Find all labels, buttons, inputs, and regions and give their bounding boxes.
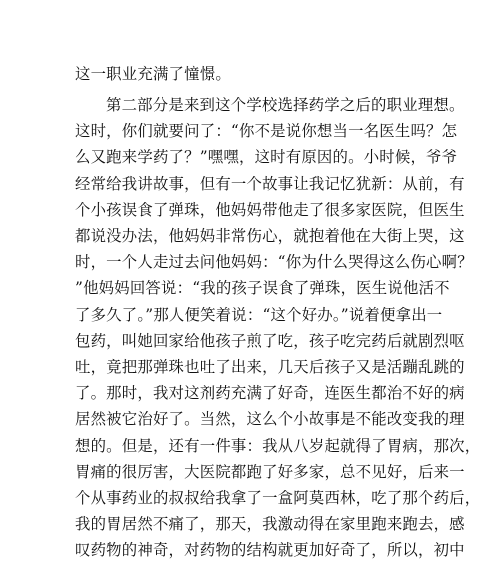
text-line: 我的胃居然不痛了，那天，我激动得在家里跑来跑去，感 — [75, 515, 465, 533]
text-line: 这一职业充满了憧憬。 — [75, 65, 231, 83]
text-line: 吐，竟把那弹珠也吐了出来，几天后孩子又是活蹦乱跳的 — [75, 358, 465, 376]
text-line: 个小孩误食了弹珠，他妈妈带他走了很多家医院，但医生 — [75, 201, 465, 219]
text-line: 经常给我讲故事，但有一个故事让我记忆犹新：从前，有 — [75, 175, 465, 193]
text-line: 胃痛的很厉害，大医院都跑了好多家，总不见好，后来一 — [75, 463, 465, 481]
text-line: 第二部分是来到这个学校选择药学之后的职业理想。 — [106, 96, 465, 114]
text-line: 都说没办法，他妈妈非常伤心，就抱着他在大街上哭，这 — [75, 227, 465, 245]
text-line: 居然被它治好了。当然，这么个小故事是不能改变我的理 — [75, 410, 465, 428]
text-line: 叹药物的神奇，对药物的结构就更加好奇了，所以，初中 — [75, 541, 465, 559]
text-line: 包药，叫她回家给他孩子煎了吃，孩子吃完药后就剧烈呕 — [75, 332, 465, 350]
text-line: 这时，你们就要问了：“你不是说你想当一名医生吗？怎 — [75, 122, 458, 140]
text-line: 么又跑来学药了？”嘿嘿，这时有原因的。小时候，爷爷 — [75, 148, 458, 166]
text-line: 想的。但是，还有一件事：我从八岁起就得了胃病，那次， — [75, 437, 481, 455]
text-line: 了多久了。”那人便笑着说：“这个好办。”说着便拿出一 — [75, 306, 443, 324]
text-line: 个从事药业的叔叔给我拿了一盒阿莫西林，吃了那个药后， — [75, 489, 481, 507]
text-line: 了。那时，我对这剂药充满了好奇，连医生都治不好的病 — [75, 384, 465, 402]
text-line: 时，一个人走过去问他妈妈：“你为什么哭得这么伤心啊？ — [75, 253, 473, 271]
text-line: ”他妈妈回答说：“我的孩子误食了弹珠，医生说他活不 — [75, 279, 450, 297]
